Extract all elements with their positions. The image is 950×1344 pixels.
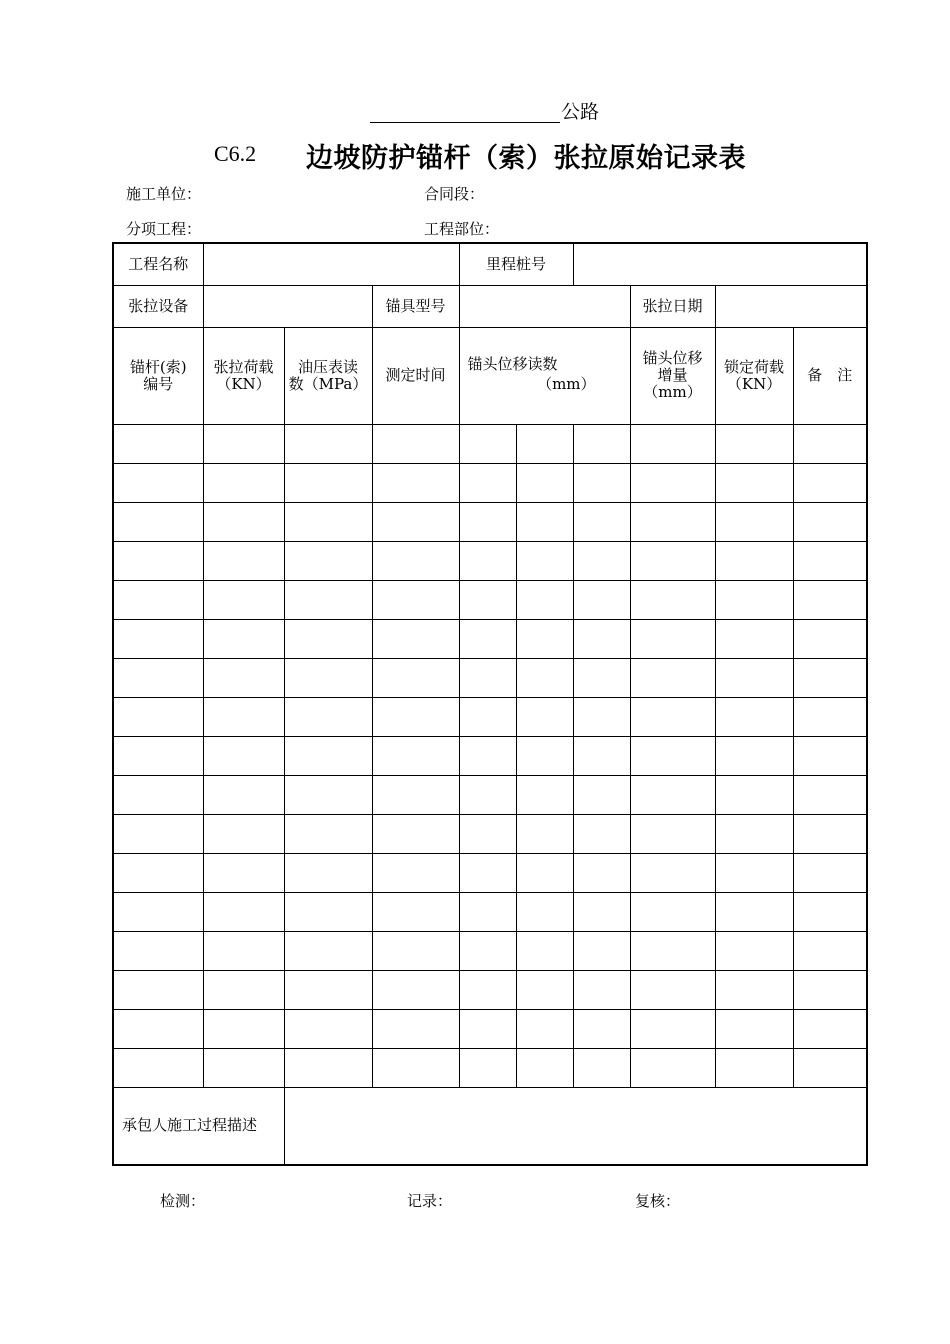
table-cell[interactable] [284, 931, 372, 970]
table-cell[interactable] [459, 775, 516, 814]
table-cell[interactable] [516, 658, 573, 697]
col-measure-time: 测定时间 [372, 327, 459, 424]
road-name-line [370, 97, 610, 125]
review-label: 复核： [635, 1192, 681, 1210]
tension-date-field[interactable] [715, 285, 867, 327]
col-lock-load-line2: （KN） [726, 374, 782, 393]
table-cell[interactable] [459, 892, 516, 931]
col-displacement [459, 327, 630, 424]
table-cell[interactable] [284, 424, 372, 463]
table-cell[interactable] [793, 541, 867, 580]
table-cell[interactable] [459, 541, 516, 580]
table-cell[interactable] [516, 970, 573, 1009]
table-cell[interactable] [573, 892, 630, 931]
anchor-type-label: 锚具型号 [372, 285, 459, 327]
table-cell[interactable] [113, 1009, 203, 1048]
road-name-blank[interactable] [370, 97, 560, 123]
table-cell[interactable] [793, 1048, 867, 1087]
table-cell[interactable] [630, 892, 715, 931]
table-row [113, 1009, 867, 1048]
mileage-label: 里程桩号 [459, 243, 573, 285]
col-remarks: 备 注 [793, 327, 867, 424]
table-cell[interactable] [715, 619, 793, 658]
table-cell[interactable] [573, 853, 630, 892]
table-cell[interactable] [516, 1009, 573, 1048]
table-row [113, 502, 867, 541]
table-cell[interactable] [630, 424, 715, 463]
table-cell[interactable] [715, 814, 793, 853]
table-cell[interactable] [715, 463, 793, 502]
table-cell[interactable] [630, 775, 715, 814]
table-cell[interactable] [372, 931, 459, 970]
table-cell[interactable] [459, 1009, 516, 1048]
table-cell[interactable] [113, 463, 203, 502]
table-cell[interactable] [284, 541, 372, 580]
table-cell[interactable] [573, 658, 630, 697]
table-cell[interactable] [516, 736, 573, 775]
table-cell[interactable] [793, 970, 867, 1009]
table-cell[interactable] [793, 619, 867, 658]
col-displacement-line1: 锚头位移读数 [467, 354, 558, 373]
project-name-label: 工程名称 [113, 243, 203, 285]
table-cell[interactable] [203, 541, 284, 580]
mileage-field[interactable] [573, 243, 867, 285]
table-cell[interactable] [203, 736, 284, 775]
table-cell[interactable] [113, 775, 203, 814]
col-oil-pressure-line1: 油压表读 [297, 357, 358, 376]
table-cell[interactable] [372, 619, 459, 658]
table-cell[interactable] [113, 1048, 203, 1087]
col-increment [630, 327, 715, 424]
table-cell[interactable] [793, 775, 867, 814]
table-cell[interactable] [459, 658, 516, 697]
table-row [113, 580, 867, 619]
table-cell[interactable] [793, 892, 867, 931]
table-cell[interactable] [284, 853, 372, 892]
table-cell[interactable] [573, 1009, 630, 1048]
table-cell[interactable] [516, 931, 573, 970]
table-cell[interactable] [284, 658, 372, 697]
table-row [113, 775, 867, 814]
project-part-label: 工程部位： [424, 220, 500, 238]
table-cell[interactable] [715, 736, 793, 775]
table-cell[interactable] [715, 502, 793, 541]
col-increment-line1: 锚头位移 [642, 348, 703, 367]
table-cell[interactable] [630, 541, 715, 580]
table-cell[interactable] [203, 775, 284, 814]
table-cell[interactable] [284, 1009, 372, 1048]
table-cell[interactable] [516, 619, 573, 658]
table-cell[interactable] [715, 658, 793, 697]
table-cell[interactable] [715, 892, 793, 931]
table-cell[interactable] [203, 970, 284, 1009]
table-cell[interactable] [203, 424, 284, 463]
table-cell[interactable] [459, 619, 516, 658]
table-row [113, 970, 867, 1009]
table-cell[interactable] [372, 736, 459, 775]
col-oil-pressure [284, 327, 372, 424]
table-cell[interactable] [459, 697, 516, 736]
table-cell[interactable] [715, 970, 793, 1009]
col-increment-line3: （mm） [643, 382, 702, 401]
equipment-label: 张拉设备 [113, 285, 203, 327]
table-cell[interactable] [113, 970, 203, 1009]
table-row [113, 853, 867, 892]
col-anchor-no-line1: 锚杆(索) [129, 357, 187, 376]
table-row [113, 892, 867, 931]
description-label: 承包人施工过程描述 [113, 1087, 284, 1165]
form-title: 边坡防护锚杆（索）张拉原始记录表 [306, 143, 746, 174]
table-cell[interactable] [573, 541, 630, 580]
table-row [113, 424, 867, 463]
table-cell[interactable] [715, 931, 793, 970]
table-cell[interactable] [203, 1048, 284, 1087]
table-row [113, 736, 867, 775]
col-lock-load-line1: 锁定荷载 [724, 357, 785, 376]
table-cell[interactable] [516, 463, 573, 502]
table-cell[interactable] [203, 463, 284, 502]
table-cell[interactable] [630, 658, 715, 697]
table-cell[interactable] [459, 736, 516, 775]
description-row [113, 1087, 867, 1165]
table-cell[interactable] [284, 463, 372, 502]
table-cell[interactable] [573, 736, 630, 775]
table-row [113, 697, 867, 736]
table-cell[interactable] [516, 892, 573, 931]
col-increment-line2: 增量 [657, 365, 688, 384]
test-label: 检测： [160, 1192, 206, 1210]
table-cell[interactable] [573, 775, 630, 814]
table-cell[interactable] [793, 736, 867, 775]
table-cell[interactable] [573, 697, 630, 736]
table-cell[interactable] [113, 814, 203, 853]
table-cell[interactable] [113, 892, 203, 931]
col-anchor-no [113, 327, 203, 424]
table-cell[interactable] [793, 580, 867, 619]
table-cell[interactable] [113, 424, 203, 463]
table-cell[interactable] [203, 502, 284, 541]
description-field[interactable] [284, 1087, 867, 1165]
col-anchor-no-line2: 编号 [143, 374, 174, 393]
table-cell[interactable] [203, 697, 284, 736]
table-cell[interactable] [715, 424, 793, 463]
table-cell[interactable] [715, 1009, 793, 1048]
table-cell[interactable] [284, 775, 372, 814]
table-cell[interactable] [459, 424, 516, 463]
table-cell[interactable] [630, 931, 715, 970]
table-cell[interactable] [793, 697, 867, 736]
table-cell[interactable] [284, 736, 372, 775]
column-header-row [113, 327, 867, 424]
table-cell[interactable] [573, 463, 630, 502]
table-cell[interactable] [459, 853, 516, 892]
table-cell[interactable] [516, 814, 573, 853]
project-name-field[interactable] [203, 243, 459, 285]
table-cell[interactable] [459, 931, 516, 970]
form-title-row [0, 136, 950, 176]
table-cell[interactable] [459, 1048, 516, 1087]
table-cell[interactable] [372, 658, 459, 697]
table-cell[interactable] [573, 580, 630, 619]
table-cell[interactable] [284, 814, 372, 853]
table-row [113, 541, 867, 580]
table-cell[interactable] [113, 658, 203, 697]
equipment-row [113, 285, 867, 327]
table-cell[interactable] [793, 814, 867, 853]
table-cell[interactable] [284, 502, 372, 541]
table-cell[interactable] [516, 853, 573, 892]
table-cell[interactable] [372, 1009, 459, 1048]
data-rows [113, 424, 867, 1087]
table-cell[interactable] [715, 1048, 793, 1087]
table-cell[interactable] [715, 775, 793, 814]
table-cell[interactable] [372, 970, 459, 1009]
table-cell[interactable] [516, 502, 573, 541]
table-cell[interactable] [372, 697, 459, 736]
table-cell[interactable] [573, 970, 630, 1009]
table-cell[interactable] [630, 580, 715, 619]
table-cell[interactable] [793, 463, 867, 502]
table-cell[interactable] [372, 853, 459, 892]
table-cell[interactable] [516, 580, 573, 619]
table-cell[interactable] [284, 697, 372, 736]
equipment-field[interactable] [203, 285, 372, 327]
table-row [113, 931, 867, 970]
record-label: 记录： [407, 1192, 453, 1210]
table-cell[interactable] [715, 541, 793, 580]
table-cell[interactable] [372, 775, 459, 814]
table-cell[interactable] [372, 463, 459, 502]
table-cell[interactable] [459, 814, 516, 853]
table-row [113, 619, 867, 658]
table-cell[interactable] [459, 463, 516, 502]
table-cell[interactable] [516, 1048, 573, 1087]
table-cell[interactable] [203, 658, 284, 697]
table-cell[interactable] [372, 502, 459, 541]
table-row [113, 1048, 867, 1087]
table-cell[interactable] [284, 970, 372, 1009]
table-cell[interactable] [630, 1048, 715, 1087]
table-cell[interactable] [372, 424, 459, 463]
contract-section-label: 合同段： [424, 185, 485, 203]
table-cell[interactable] [459, 580, 516, 619]
table-cell[interactable] [284, 619, 372, 658]
table-row [113, 814, 867, 853]
table-cell[interactable] [573, 814, 630, 853]
table-cell[interactable] [715, 580, 793, 619]
col-oil-pressure-line2: 数（MPa） [288, 374, 368, 393]
table-cell[interactable] [573, 619, 630, 658]
table-cell[interactable] [573, 502, 630, 541]
anchor-type-field[interactable] [459, 285, 630, 327]
table-cell[interactable] [630, 1009, 715, 1048]
table-cell[interactable] [372, 892, 459, 931]
table-cell[interactable] [372, 1048, 459, 1087]
road-suffix: 公路 [561, 101, 600, 123]
col-lock-load [715, 327, 793, 424]
table-cell[interactable] [113, 619, 203, 658]
table-cell[interactable] [203, 619, 284, 658]
table-cell[interactable] [715, 697, 793, 736]
table-cell[interactable] [372, 814, 459, 853]
table-cell[interactable] [516, 697, 573, 736]
tension-record-table [112, 242, 868, 1166]
table-cell[interactable] [113, 502, 203, 541]
col-tension-load-line1: 张拉荷载 [213, 357, 274, 376]
table-cell[interactable] [793, 424, 867, 463]
table-row [113, 463, 867, 502]
contractor-label: 施工单位： [126, 185, 202, 203]
table-cell[interactable] [203, 580, 284, 619]
table-cell[interactable] [630, 463, 715, 502]
table-cell[interactable] [630, 697, 715, 736]
table-cell[interactable] [793, 853, 867, 892]
table-cell[interactable] [113, 853, 203, 892]
table-cell[interactable] [284, 1048, 372, 1087]
table-cell[interactable] [372, 580, 459, 619]
col-tension-load-line2: （KN） [216, 374, 271, 393]
sub-project-label: 分项工程： [126, 220, 202, 238]
table-cell[interactable] [113, 736, 203, 775]
table-cell[interactable] [793, 931, 867, 970]
table-cell[interactable] [630, 853, 715, 892]
table-cell[interactable] [516, 424, 573, 463]
table-cell[interactable] [793, 658, 867, 697]
table-cell[interactable] [113, 541, 203, 580]
table-cell[interactable] [630, 970, 715, 1009]
table-cell[interactable] [459, 502, 516, 541]
table-cell[interactable] [630, 619, 715, 658]
table-cell[interactable] [459, 970, 516, 1009]
table-cell[interactable] [516, 775, 573, 814]
table-cell[interactable] [793, 502, 867, 541]
table-cell[interactable] [630, 502, 715, 541]
table-cell[interactable] [573, 1048, 630, 1087]
table-cell[interactable] [715, 853, 793, 892]
table-cell[interactable] [113, 697, 203, 736]
table-cell[interactable] [573, 424, 630, 463]
project-info-row [113, 243, 867, 285]
table-cell[interactable] [113, 580, 203, 619]
table-cell[interactable] [372, 541, 459, 580]
col-displacement-line2: （mm） [537, 374, 596, 393]
tension-date-label: 张拉日期 [630, 285, 715, 327]
table-cell[interactable] [203, 931, 284, 970]
table-cell[interactable] [203, 814, 284, 853]
table-cell[interactable] [203, 1009, 284, 1048]
table-cell[interactable] [284, 580, 372, 619]
table-row [113, 658, 867, 697]
table-cell[interactable] [113, 931, 203, 970]
table-cell[interactable] [284, 892, 372, 931]
table-cell[interactable] [630, 814, 715, 853]
table-cell[interactable] [203, 892, 284, 931]
col-tension-load [203, 327, 284, 424]
table-cell[interactable] [203, 853, 284, 892]
table-cell[interactable] [573, 931, 630, 970]
form-code: C6.2 [214, 141, 257, 166]
table-cell[interactable] [630, 736, 715, 775]
table-cell[interactable] [793, 1009, 867, 1048]
table-cell[interactable] [516, 541, 573, 580]
